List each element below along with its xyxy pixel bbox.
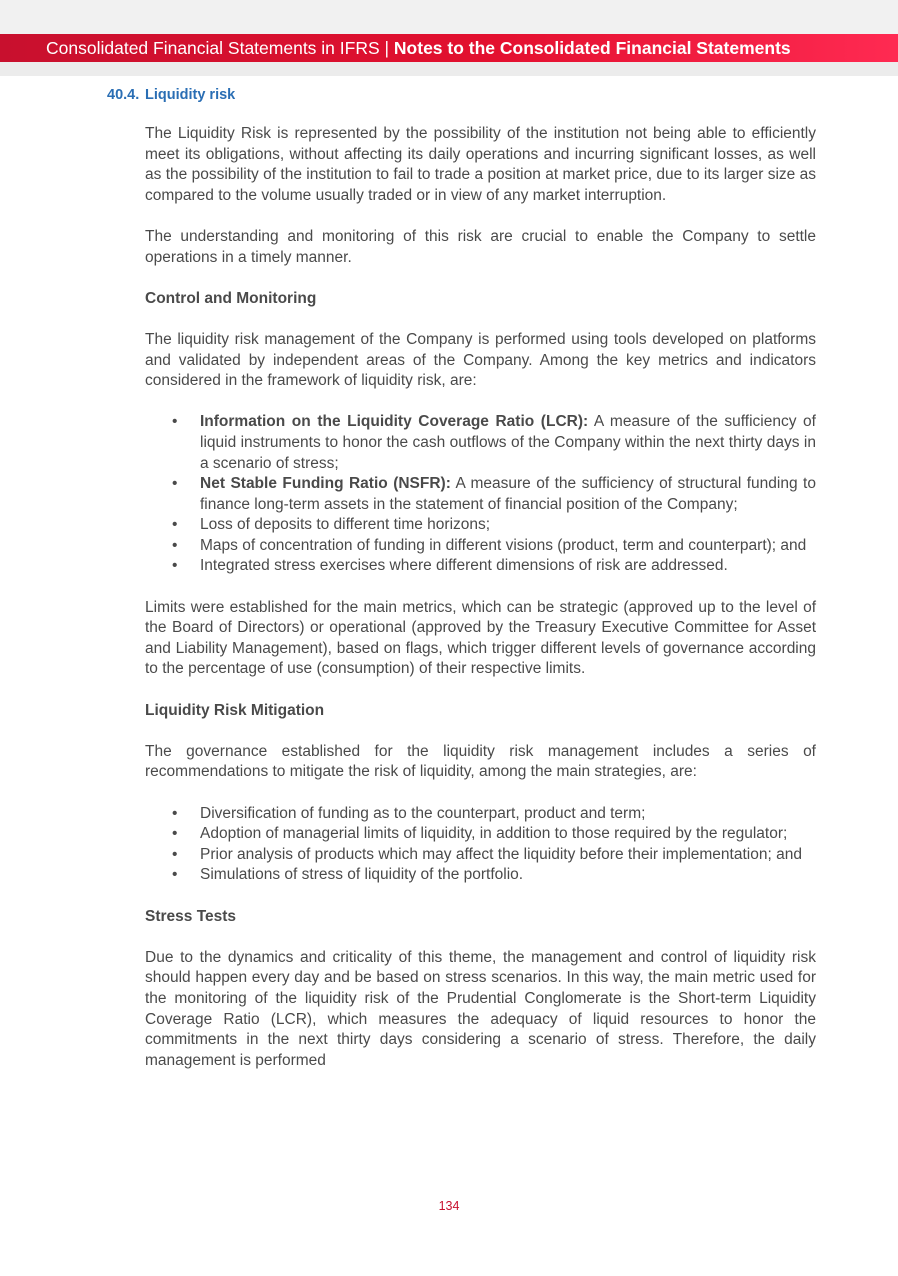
list-item-bold: Information on the Liquidity Coverage Ratio (LCR): (200, 413, 589, 431)
header-underband (0, 62, 898, 76)
section-title (107, 87, 235, 103)
list-item (145, 556, 816, 577)
list-item-text: Integrated stress exercises where different dimensions of risk are addressed. (200, 557, 728, 575)
heading-control-monitoring: Control and Monitoring (145, 289, 317, 307)
paragraph-mitigation-intro: The governance established for the liquidity risk management includes a series of recommendations to mitigate the risk of liquidity, among the main strategies, are: (145, 742, 816, 781)
top-margin-band (0, 0, 898, 34)
list-item-text: Loss of deposits to different time horizons; (200, 516, 491, 534)
metrics-list (145, 412, 816, 577)
list-item (145, 412, 816, 474)
list-item-bold: Net Stable Funding Ratio (NSFR): (200, 475, 451, 493)
list-item: • Diversification of funding as to the counterpart, product and term; (145, 804, 816, 825)
list-item: • Simulations of stress of liquidity of the portfolio. (145, 865, 816, 886)
list-item-text: A measure of the sufficiency of liquid instruments to honor the cash outflows of the Company within the next thirty days in a scenario of stress; (200, 413, 816, 472)
list-item-text: Maps of concentration of funding in different visions (product, term and counterpart); and (200, 536, 807, 554)
paragraph-control-intro: The liquidity risk management of the Company is performed using tools developed on platforms and validated by independent areas of the Company. Among the key metrics and indicators considered in the framework of liquidity risk, are: (145, 330, 816, 390)
list-item: • Prior analysis of products which may affect the liquidity before their implementation; and (145, 845, 816, 866)
page-number: 134 (438, 1199, 460, 1213)
paragraph-intro: The Liquidity Risk is represented by the possibility of the institution not being able to efficiently meet its obligations, without affecting its daily operations and incurring significant losses, as well as the possibility of the institution to fail to trade a position at market price, due to its larger size as compared to the volume usually traded or in view of any market interruption. (145, 125, 816, 204)
mitigation-list (145, 804, 816, 886)
paragraph-limits: Limits were established for the main metrics, which can be strategic (approved up to the level of the Board of Directors) or operational (approved by the Treasury Executive Committee for Asset and Liability Management), based on flags, which trigger different levels of governance according to the percentage of use (consumption) of their respective limits. (145, 598, 816, 678)
heading-stress-tests: Stress Tests (145, 907, 237, 925)
heading-liquidity-risk-mitigation: Liquidity Risk Mitigation (145, 701, 325, 719)
paragraph-understanding: The understanding and monitoring of this risk are crucial to enable the Company to settle operations in a timely manner. (145, 227, 816, 266)
section-number: 40.4. (107, 87, 140, 103)
header-separator: | (379, 37, 394, 58)
list-item (145, 515, 816, 536)
list-item (145, 536, 816, 557)
paragraph-stress: Due to the dynamics and criticality of this theme, the management and control of liquidity risk should happen every day and be based on stress scenarios. In this way, the main metric used for the monitoring of the liquidity risk of the Prudential Conglomerate is the Short-term Liquidity Coverage Ratio (LCR), which measures the adequacy of liquid resources to honor the commitments in the next thirty days considering a scenario of stress. Therefore, the daily management is performed (145, 948, 816, 1069)
list-item-text: A measure of the sufficiency of structural funding to finance long-term assets in the statement of financial position of the Company; (200, 475, 816, 513)
section-title-text: Liquidity risk (145, 87, 236, 103)
page-header-bar (0, 34, 898, 62)
document-body (145, 124, 816, 1071)
list-item: • Adoption of managerial limits of liquidity, in addition to those required by the regulator; (145, 824, 816, 845)
header-left-title: Consolidated Financial Statements in IFRS (46, 37, 380, 58)
header-right-title: Notes to the Consolidated Financial Statements (393, 37, 791, 58)
list-item (145, 474, 816, 515)
